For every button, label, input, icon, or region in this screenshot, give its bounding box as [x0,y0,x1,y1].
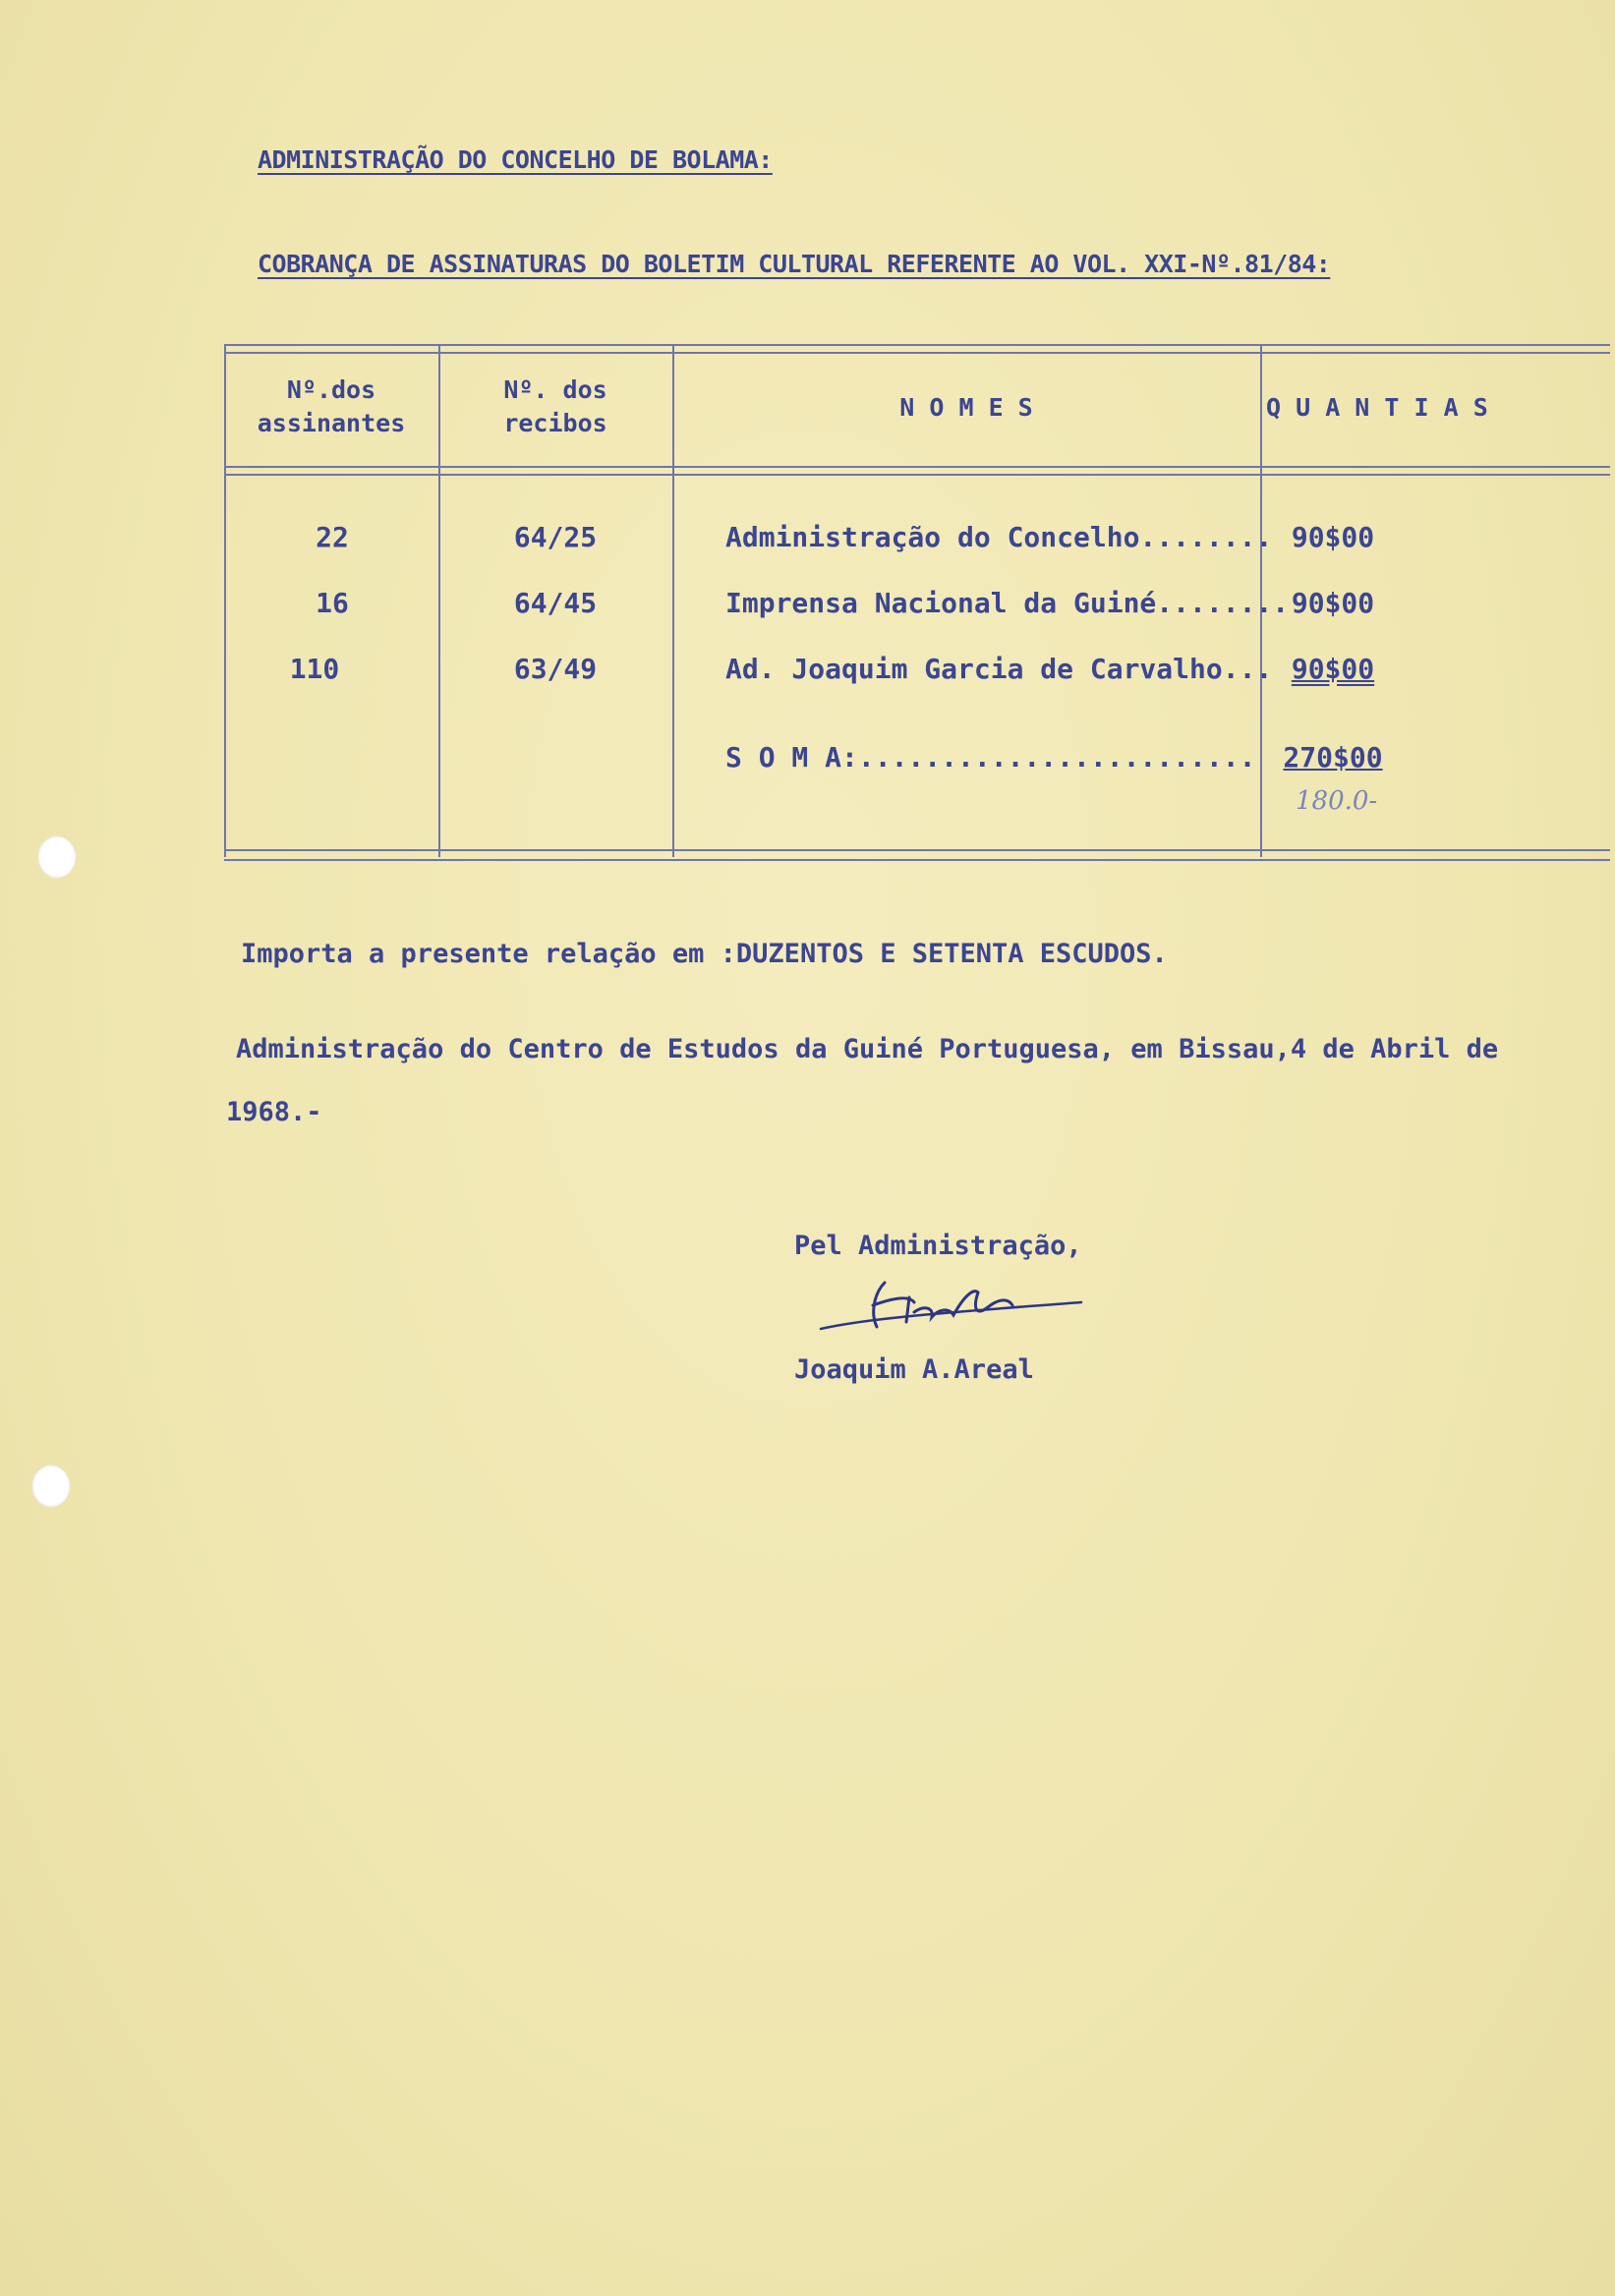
pel-administracao: Pel Administração, [794,1231,1082,1261]
importa-line: Importa a presente relação em :DUZENTOS E SETENTA ESCUDOS. [241,939,1168,969]
column-header-nomes: N O M E S [899,393,1033,422]
soma-dots: ........................ [857,741,1256,774]
cell-quantia: 90$00 [1291,587,1375,619]
cell-nome: Administração do Concelho........ [725,521,1273,553]
column-header-recibos: Nº. dos recibos [503,375,607,437]
punch-hole [37,835,77,879]
soma-label: S O M A: [725,741,858,774]
cell-assinante: 22 [316,521,349,553]
header-administration: ADMINISTRAÇÃO DO CONCELHO DE BOLAMA: [258,145,773,174]
cell-assinante: 110 [289,653,340,685]
subscriptions-table [224,344,1610,865]
cell-quantia: 90$00 [1291,653,1375,685]
cell-recibo: 64/25 [513,521,598,553]
handwritten-note: 180.0- [1296,786,1378,816]
cell-assinante: 16 [316,587,349,619]
date-year: 1968.- [226,1097,322,1127]
soma-value: 270$00 [1283,741,1383,774]
signatory-name: Joaquim A.Areal [794,1354,1034,1385]
punch-hole [31,1464,71,1508]
admin-line: Administração do Centro de Estudos da Guiné Portuguesa, em Bissau,4 de Abril de [236,1034,1499,1064]
column-header-assinantes: Nº.dos assinantes [257,375,406,437]
cell-recibo: 63/49 [513,653,598,685]
soma-row [725,741,1255,774]
column-header-quantias: Q U A N T I A S [1266,393,1488,422]
header-collection-title: COBRANÇA DE ASSINATURAS DO BOLETIM CULTURAL REFERENTE AO VOL. XXI-Nº.81/84: [258,250,1331,278]
cell-nome: Imprensa Nacional da Guiné........ [725,587,1290,619]
cell-nome: Ad. Joaquim Garcia de Carvalho... [725,653,1273,685]
cell-recibo: 64/45 [513,587,598,619]
handwritten-signature [816,1268,1091,1347]
cell-quantia: 90$00 [1291,521,1375,553]
